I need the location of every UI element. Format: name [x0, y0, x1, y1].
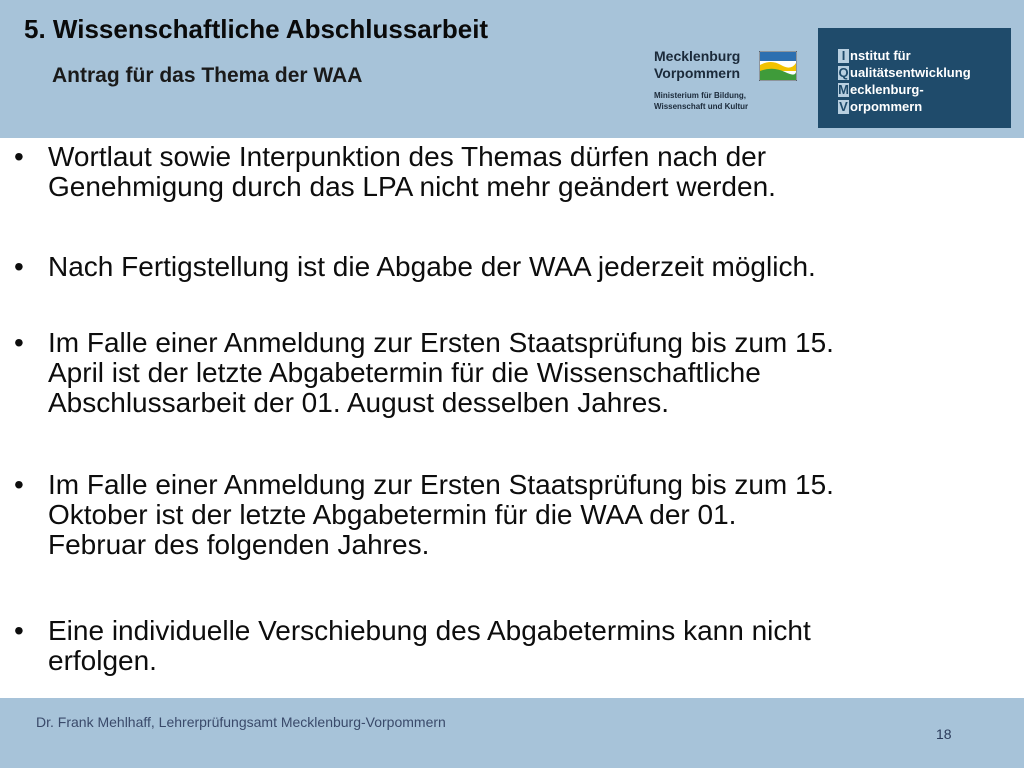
bullet-item — [14, 327, 1008, 418]
bullet-text-line: erfolgen. — [48, 645, 157, 676]
bullet-text-line: Eine individuelle Verschiebung des Abgabetermins kann nicht — [48, 615, 811, 646]
bullet-text-line: Nach Fertigstellung ist die Abgabe der WAA jederzeit möglich. — [48, 251, 816, 282]
iq-logo-line — [838, 99, 922, 114]
slide-subtitle: Antrag für das Thema der WAA — [52, 64, 363, 87]
mv-logo-line2: Vorpommern — [654, 65, 741, 81]
iq-logo-line — [838, 48, 911, 63]
footer-author: Dr. Frank Mehlhaff, Lehrerprüfungsamt Mecklenburg-Vorpommern — [36, 714, 446, 730]
mv-logo-line1: Mecklenburg — [654, 48, 741, 64]
bullet-icon: • — [14, 615, 24, 646]
iq-logo-initial: Q — [838, 65, 849, 80]
bullet-text-line: Februar des folgenden Jahres. — [48, 529, 430, 560]
bullet-icon: • — [14, 251, 24, 282]
bullet-text-line: Im Falle einer Anmeldung zur Ersten Staatsprüfung bis zum 15. — [48, 327, 834, 358]
iq-logo-initial: M — [838, 82, 849, 97]
bullet-text-line: Im Falle einer Anmeldung zur Ersten Staatsprüfung bis zum 15. — [48, 469, 834, 500]
slide-title: 5. Wissenschaftliche Abschlussarbeit — [24, 14, 489, 44]
bullet-item — [14, 469, 1008, 560]
bullet-text-line: Genehmigung durch das LPA nicht mehr geändert werden. — [48, 171, 776, 202]
iq-mv-logo — [818, 28, 1011, 128]
bullet-item — [14, 141, 1008, 202]
iq-logo-text: nstitut für — [850, 48, 911, 63]
iq-logo-line — [838, 82, 924, 97]
mv-ministry-line2: Wissenschaft und Kultur — [654, 102, 749, 111]
iq-logo-initial: I — [838, 49, 849, 63]
iq-logo-initial: V — [839, 99, 848, 114]
slide-header — [0, 0, 1024, 138]
iq-logo-text: ualitätsentwicklung — [850, 65, 971, 80]
page-number: 18 — [936, 726, 952, 742]
mv-flag-icon — [759, 51, 797, 81]
iq-logo-text: ecklenburg- — [850, 82, 924, 97]
mv-ministry-line1: Ministerium für Bildung, — [654, 91, 746, 100]
bullet-item — [14, 615, 1008, 676]
mecklenburg-vorpommern-logo — [648, 46, 806, 124]
bullet-text-line: April ist der letzte Abgabetermin für die Wissenschaftliche — [48, 357, 761, 388]
iq-logo-text: orpommern — [850, 99, 923, 114]
slide-footer — [0, 698, 1024, 768]
bullet-text-line: Abschlussarbeit der 01. August desselben Jahres. — [48, 387, 670, 418]
bullet-icon: • — [14, 327, 24, 358]
mv-logo-ministry — [654, 90, 748, 112]
bullet-text-line: Oktober ist der letzte Abgabetermin für die WAA der 01. — [48, 499, 737, 530]
iq-logo-line — [838, 65, 971, 80]
bullet-icon: • — [14, 141, 24, 172]
slide-content — [0, 140, 1024, 696]
bullet-item — [14, 251, 1008, 282]
bullet-icon: • — [14, 469, 24, 500]
bullet-text-line: Wortlaut sowie Interpunktion des Themas dürfen nach der — [48, 141, 767, 172]
mv-logo-wordmark — [654, 48, 740, 82]
